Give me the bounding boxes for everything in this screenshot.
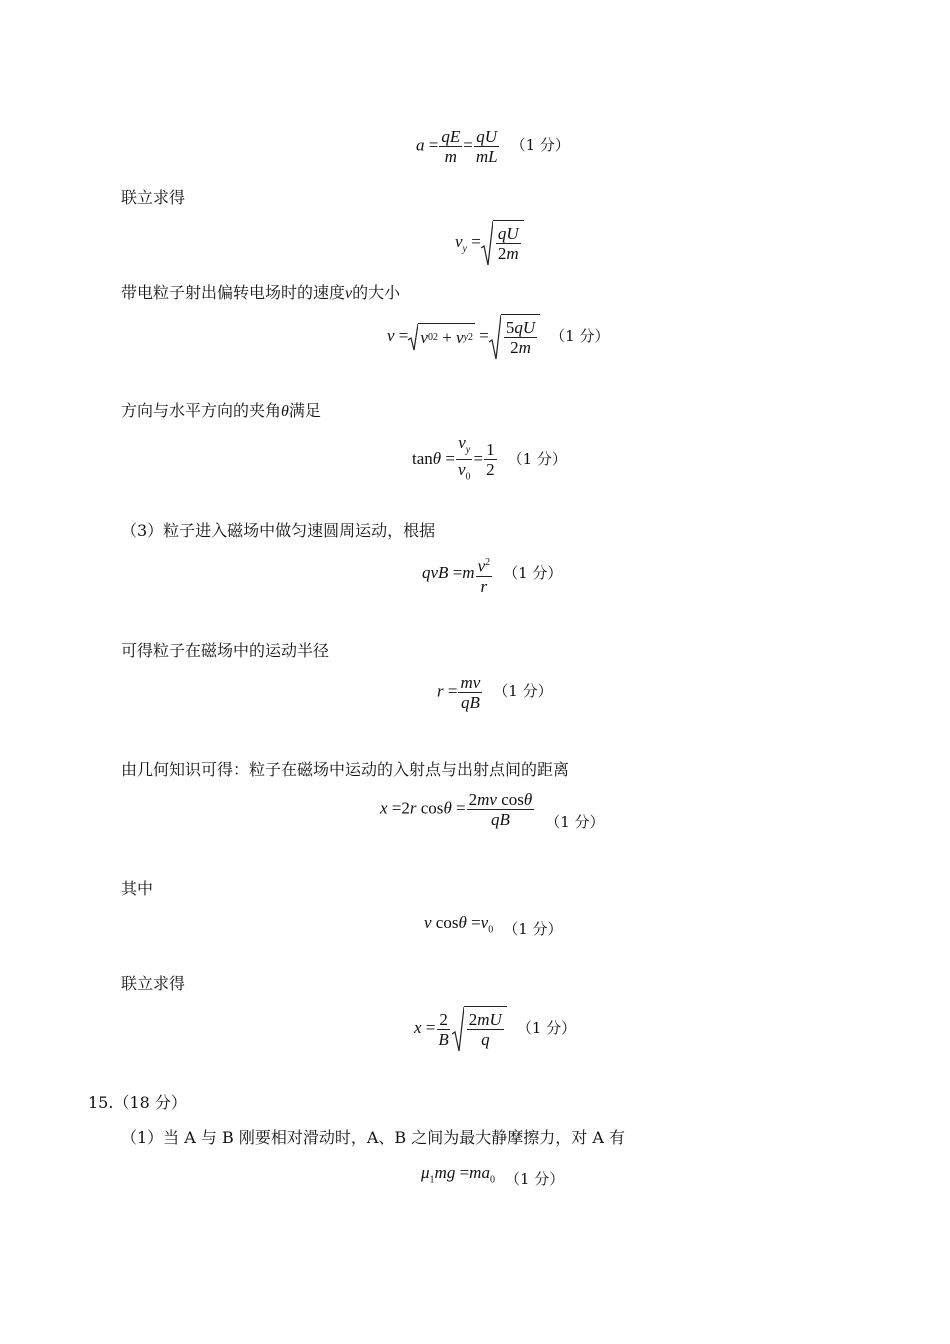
score-label: （1 分） xyxy=(503,564,563,583)
text-line: 可得粒子在磁场中的运动半径 xyxy=(121,641,330,660)
score-label: （1 分） xyxy=(507,449,567,468)
score-label: （1 分） xyxy=(516,1018,577,1037)
equation-x-final: x = $\frac{2}{B}$ 2mU q （1 分） xyxy=(414,1006,576,1052)
variable-theta: θ xyxy=(281,403,289,420)
text-segment: 满足 xyxy=(288,401,321,420)
text-line: 联立求得 xyxy=(121,974,186,993)
score-label: （1 分） xyxy=(550,326,610,345)
equation-acceleration: a = $\frac{qE}{m}$ = $\frac{qU}{mL}$ （1 分） xyxy=(416,127,570,166)
equation-tan-theta: tanθ = $\frac{v_y}{v_0}$ = $\frac{1}{2}$ （1 分） xyxy=(412,433,567,483)
text-line: 联立求得 xyxy=(121,188,186,207)
text-line: （1）当 A 与 B 刚要相对滑动时，A、B 之间为最大静摩擦力，对 A 有 xyxy=(121,1128,625,1147)
text-segment: 带电粒子射出偏转电场时的速度 xyxy=(121,283,346,302)
score-label: （1 分） xyxy=(493,682,553,701)
text-line xyxy=(121,283,400,304)
text-line: 其中 xyxy=(121,879,154,898)
equation-velocity: v = v 0 2 + v y 2 = 5qU 2m （1 分） xyxy=(387,314,609,360)
question-heading: 15.（18 分） xyxy=(88,1093,187,1112)
text-segment: 方向与水平方向的夹角 xyxy=(121,401,282,420)
text-line xyxy=(121,401,321,422)
equation-v-cos: v $\cos\theta =v_0$ （1 分） xyxy=(424,913,563,938)
score-label: （1 分） xyxy=(510,136,570,155)
score-label: （1 分） xyxy=(545,813,605,832)
equation-vy: $v_y$ = qU 2m xyxy=(455,220,524,266)
score-label: （1 分） xyxy=(503,920,563,938)
equation-distance: x =2r cosθ = $\frac{\text{2mv cosθ}}{qB}$ （1 分） xyxy=(380,790,605,832)
equation-radius: r = $\frac{mv}{qB}$ （1 分） xyxy=(437,673,553,712)
equation-friction: $\mu_1mg =ma_0$ （1 分） xyxy=(421,1163,565,1188)
text-line: （3）粒子进入磁场中做匀速圆周运动，根据 xyxy=(121,521,436,540)
score-label: （1 分） xyxy=(504,1170,565,1188)
equation-lorentz: qvB =m $\frac{v^2}{r}$ （1 分） xyxy=(422,553,562,596)
variable-v: v xyxy=(345,285,353,302)
text-line: 由几何知识可得：粒子在磁场中运动的入射点与出射点间的距离 xyxy=(121,760,570,779)
text-segment: 的大小 xyxy=(352,283,401,302)
